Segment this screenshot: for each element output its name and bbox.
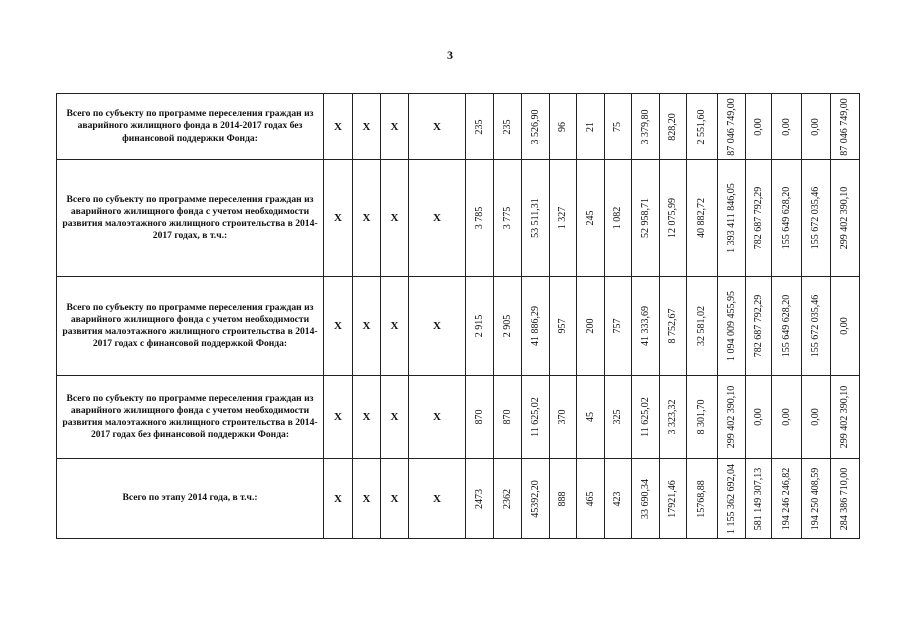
x-mark-cell: X bbox=[324, 459, 353, 539]
value-cell bbox=[550, 459, 577, 539]
value-cell bbox=[802, 94, 831, 160]
value-cell bbox=[605, 376, 632, 459]
value-text: 200 bbox=[584, 318, 596, 334]
x-mark-cell: X bbox=[381, 459, 409, 539]
table-row bbox=[57, 277, 860, 376]
value-cell bbox=[632, 160, 660, 277]
x-mark-cell: X bbox=[381, 160, 409, 277]
value-cell bbox=[687, 459, 718, 539]
value-text: 52 958,71 bbox=[639, 198, 651, 238]
value-cell bbox=[772, 277, 802, 376]
value-text: 284 386 710,00 bbox=[839, 467, 850, 530]
x-mark-cell: X bbox=[381, 277, 409, 376]
value-cell bbox=[522, 277, 550, 376]
value-cell bbox=[605, 277, 632, 376]
page-number: 3 bbox=[447, 48, 453, 62]
value-cell bbox=[494, 277, 522, 376]
value-cell bbox=[577, 459, 605, 539]
table-row bbox=[57, 160, 860, 277]
value-text: 87 046 749,00 bbox=[839, 97, 850, 156]
value-text: 888 bbox=[557, 491, 568, 506]
value-text: 45 bbox=[584, 412, 596, 422]
value-cell bbox=[718, 160, 746, 277]
value-cell bbox=[605, 459, 632, 539]
value-text: 299 402 390,10 bbox=[839, 186, 850, 250]
value-text: 3 379,80 bbox=[639, 109, 651, 144]
value-cell bbox=[522, 376, 550, 459]
value-text: 32 581,02 bbox=[696, 306, 707, 346]
value-cell bbox=[632, 94, 660, 160]
value-text: 235 bbox=[501, 119, 513, 134]
value-text: 870 bbox=[501, 409, 513, 425]
value-cell bbox=[831, 459, 860, 539]
value-text: 581 149 307,13 bbox=[752, 467, 764, 530]
value-text: 325 bbox=[612, 409, 623, 425]
table-row bbox=[57, 376, 860, 459]
value-cell bbox=[577, 376, 605, 459]
data-table bbox=[56, 93, 860, 539]
value-cell bbox=[466, 94, 494, 160]
value-text: 41 886,29 bbox=[529, 306, 541, 346]
value-cell bbox=[746, 94, 772, 160]
value-text: 828,20 bbox=[667, 112, 678, 141]
row-label: Всего по субъекту по программе переселения граждан из аварийного жилищного фонда в 2014-2017 годах без финансовой поддержки Фонда: bbox=[57, 94, 324, 160]
value-cell bbox=[772, 459, 802, 539]
x-mark-cell: X bbox=[353, 376, 381, 459]
value-cell bbox=[746, 376, 772, 459]
x-mark-cell: X bbox=[409, 160, 466, 277]
row-label: Всего по субъекту по программе переселения граждан из аварийного жилищного фонда с учетом необходимости развития малоэтажного жилищного строительства в 2014-2017 годах с финансовой поддержкой Фонда: bbox=[57, 277, 324, 376]
value-text: 155 672 035,46 bbox=[810, 294, 821, 358]
value-cell bbox=[802, 277, 831, 376]
value-text: 1 094 009 455,95 bbox=[725, 291, 737, 361]
value-text: 194 246 246,82 bbox=[780, 467, 792, 530]
value-text: 3 526,90 bbox=[529, 109, 541, 144]
value-text: 957 bbox=[557, 318, 568, 334]
value-cell bbox=[772, 160, 802, 277]
value-cell bbox=[632, 459, 660, 539]
value-cell bbox=[746, 277, 772, 376]
value-text: 53 511,31 bbox=[529, 198, 541, 238]
value-cell bbox=[660, 376, 687, 459]
value-cell bbox=[550, 376, 577, 459]
value-text: 17921,46 bbox=[667, 479, 678, 518]
row-label: Всего по субъекту по программе переселения граждан из аварийного жилищного фонда с учетом необходимости развития малоэтажного жилищного строительства в 2014-2017 годах без финансовой поддержки Фонда: bbox=[57, 376, 324, 459]
value-text: 11 625,02 bbox=[529, 397, 541, 437]
value-text: 2473 bbox=[473, 488, 485, 509]
value-cell bbox=[802, 160, 831, 277]
value-text: 8 752,67 bbox=[667, 308, 678, 344]
value-text: 3 785 bbox=[473, 206, 485, 230]
value-cell bbox=[718, 376, 746, 459]
value-cell bbox=[494, 376, 522, 459]
value-text: 21 bbox=[584, 121, 596, 132]
x-mark-cell: X bbox=[409, 277, 466, 376]
value-text: 423 bbox=[612, 491, 623, 506]
x-mark-cell: X bbox=[324, 94, 353, 160]
x-mark-cell: X bbox=[409, 459, 466, 539]
x-mark-cell: X bbox=[409, 376, 466, 459]
value-cell bbox=[746, 459, 772, 539]
value-cell bbox=[802, 459, 831, 539]
value-text: 299 402 390,10 bbox=[839, 385, 850, 449]
value-text: 3 323,32 bbox=[667, 399, 678, 435]
value-text: 245 bbox=[584, 210, 596, 226]
value-text: 465 bbox=[584, 491, 596, 506]
value-cell bbox=[687, 277, 718, 376]
value-cell bbox=[718, 94, 746, 160]
value-text: 0,00 bbox=[752, 408, 764, 426]
value-text: 782 687 792,29 bbox=[752, 186, 764, 250]
value-cell bbox=[772, 94, 802, 160]
value-text: 0,00 bbox=[780, 117, 792, 136]
value-cell bbox=[831, 94, 860, 160]
value-text: 235 bbox=[473, 119, 485, 134]
value-text: 0,00 bbox=[810, 117, 821, 136]
value-cell bbox=[687, 160, 718, 277]
value-text: 45392,20 bbox=[529, 479, 541, 518]
value-cell bbox=[550, 277, 577, 376]
value-cell bbox=[577, 277, 605, 376]
value-cell bbox=[577, 94, 605, 160]
value-text: 0,00 bbox=[839, 317, 850, 335]
value-cell bbox=[660, 94, 687, 160]
value-text: 2 551,60 bbox=[696, 109, 707, 144]
value-text: 40 882,72 bbox=[696, 198, 707, 238]
value-text: 2 905 bbox=[501, 314, 513, 338]
value-cell bbox=[550, 160, 577, 277]
value-text: 370 bbox=[557, 409, 568, 425]
x-mark-cell: X bbox=[353, 94, 381, 160]
x-mark-cell: X bbox=[353, 277, 381, 376]
row-label: Всего по этапу 2014 года, в т.ч.: bbox=[57, 459, 324, 539]
value-cell bbox=[522, 94, 550, 160]
value-text: 155 649 628,20 bbox=[780, 186, 792, 250]
value-cell bbox=[550, 94, 577, 160]
value-cell bbox=[494, 94, 522, 160]
value-cell bbox=[718, 459, 746, 539]
value-cell bbox=[522, 160, 550, 277]
value-text: 155 672 035,46 bbox=[810, 186, 821, 250]
value-cell bbox=[660, 277, 687, 376]
value-text: 41 333,69 bbox=[639, 306, 651, 346]
value-text: 2362 bbox=[501, 488, 513, 509]
value-text: 8 301,70 bbox=[696, 399, 707, 435]
value-cell bbox=[802, 376, 831, 459]
value-text: 757 bbox=[612, 318, 623, 334]
x-mark-cell: X bbox=[324, 277, 353, 376]
value-text: 75 bbox=[612, 121, 623, 132]
table-row bbox=[57, 94, 860, 160]
value-cell bbox=[632, 376, 660, 459]
value-text: 11 625,02 bbox=[639, 397, 651, 437]
value-cell bbox=[577, 160, 605, 277]
value-text: 15768,88 bbox=[696, 479, 707, 518]
value-text: 1 155 362 692,04 bbox=[725, 463, 737, 534]
value-cell bbox=[746, 160, 772, 277]
value-cell bbox=[494, 160, 522, 277]
value-cell bbox=[831, 277, 860, 376]
value-text: 1 393 411 846,05 bbox=[725, 183, 737, 253]
x-mark-cell: X bbox=[381, 94, 409, 160]
value-cell bbox=[605, 160, 632, 277]
x-mark-cell: X bbox=[324, 376, 353, 459]
value-text: 1 327 bbox=[557, 206, 568, 230]
value-text: 2 915 bbox=[473, 314, 485, 338]
value-cell bbox=[494, 459, 522, 539]
value-cell bbox=[831, 160, 860, 277]
value-text: 33 690,34 bbox=[639, 478, 651, 519]
table-row bbox=[57, 459, 860, 539]
value-cell bbox=[772, 376, 802, 459]
value-text: 0,00 bbox=[780, 408, 792, 426]
value-cell bbox=[687, 376, 718, 459]
value-cell bbox=[605, 94, 632, 160]
value-cell bbox=[660, 160, 687, 277]
x-mark-cell: X bbox=[409, 94, 466, 160]
value-cell bbox=[466, 459, 494, 539]
row-label: Всего по субъекту по программе переселения граждан из аварийного жилищного фонда с учетом необходимости развития малоэтажного жилищного строительства в 2014-2017 годах, в т.ч.: bbox=[57, 160, 324, 277]
value-text: 870 bbox=[473, 409, 485, 425]
value-cell bbox=[466, 277, 494, 376]
value-text: 782 687 792,29 bbox=[752, 294, 764, 358]
value-cell bbox=[660, 459, 687, 539]
x-mark-cell: X bbox=[381, 376, 409, 459]
value-text: 12 075,99 bbox=[667, 198, 678, 238]
value-cell bbox=[522, 459, 550, 539]
x-mark-cell: X bbox=[353, 160, 381, 277]
value-text: 87 046 749,00 bbox=[725, 97, 737, 156]
value-text: 194 250 408,59 bbox=[810, 467, 821, 530]
value-text: 155 649 628,20 bbox=[780, 294, 792, 358]
x-mark-cell: X bbox=[353, 459, 381, 539]
value-cell bbox=[632, 277, 660, 376]
value-text: 0,00 bbox=[752, 117, 764, 136]
value-cell bbox=[466, 376, 494, 459]
value-text: 1 082 bbox=[612, 206, 623, 230]
value-text: 3 775 bbox=[501, 206, 513, 230]
value-cell bbox=[466, 160, 494, 277]
x-mark-cell: X bbox=[324, 160, 353, 277]
value-cell bbox=[718, 277, 746, 376]
value-text: 299 402 390,10 bbox=[725, 385, 737, 449]
value-cell bbox=[831, 376, 860, 459]
value-cell bbox=[687, 94, 718, 160]
value-text: 0,00 bbox=[810, 408, 821, 426]
value-text: 96 bbox=[557, 121, 568, 132]
